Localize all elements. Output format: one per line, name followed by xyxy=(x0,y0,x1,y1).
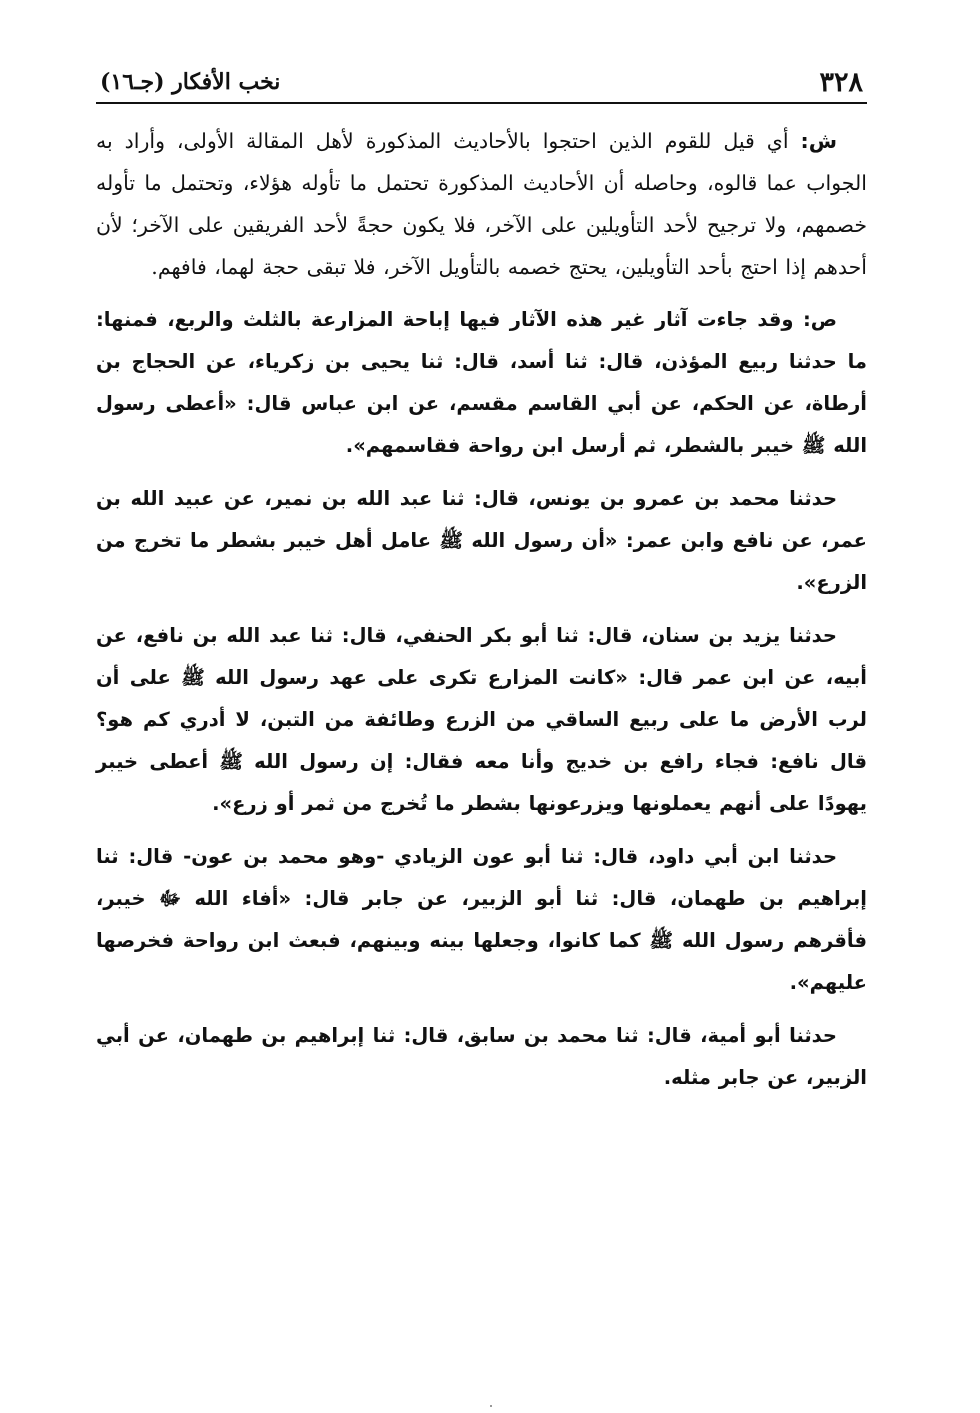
hadith-paragraph xyxy=(96,478,867,604)
paragraph-text: أي قيل للقوم الذين احتجوا بالأحاديث المذكورة لأهل المقالة الأولى، وأراد به الجواب عما قالوه، وحاصله أن الأحاديث المذكورة تحتمل ما تأوله هؤلاء، وتحتمل ما تأوله خصمهم، ولا ترجيح لأحد التأويلين على الآخر، فلا يكون حجةً لأحد الفريقين على الآخر؛ لأن أحدهم إذا احتج بأحد التأويلين، يحتج خصمه بالتأويل الآخر، فلا تبقى حجة لهما، فافهم. xyxy=(96,129,867,279)
page-header xyxy=(96,62,867,104)
hadith-paragraph xyxy=(96,836,867,1004)
scan-dot xyxy=(490,1405,492,1407)
commentary-paragraph xyxy=(96,120,867,288)
paragraph-text: حدثنا ابن أبي داود، قال: ثنا أبو عون الزيادي -وهو محمد بن عون- قال: ثنا إبراهيم بن طهمان، قال: ثنا أبو الزبير، عن جابر قال: «أفاء الله ﷻ خيبر، فأقرهم رسول الله ﷺ كما كانوا، وجعلها بينه وبينهم، فبعث ابن رواحة فخرصها عليهم». xyxy=(96,845,867,994)
paragraph-text: وقد جاءت آثار غير هذه الآثار فيها إباحة المزارعة بالثلث والربع، فمنها: ما حدثنا ربيع المؤذن، قال: ثنا أسد، قال: ثنا يحيى بن زكرياء، عن الحجاج بن أرطاة، عن الحكم، عن أبي القاسم مقسم، عن ابن عباس قال: «أعطى رسول الله ﷺ خيبر بالشطر، ثم أرسل ابن رواحة فقاسمهم». xyxy=(96,308,867,457)
commentary-marker: ش: xyxy=(800,129,837,153)
page-body xyxy=(96,120,867,1099)
hadith-paragraph xyxy=(96,1015,867,1099)
hadith-paragraph xyxy=(96,615,867,825)
page xyxy=(96,62,867,1373)
book-title: نخب الأفكار (جـ١٦) xyxy=(100,69,281,95)
paragraph-text: حدثنا محمد بن عمرو بن يونس، قال: ثنا عبد الله بن نمير، عن عبيد الله بن عمر، عن نافع وابن عمر: «أن رسول الله ﷺ عامل أهل خيبر بشطر ما تخرج من الزرع». xyxy=(96,487,867,594)
source-text-marker: ص: xyxy=(802,308,837,331)
paragraph-text: حدثنا يزيد بن سنان، قال: ثنا أبو بكر الحنفي، قال: ثنا عبد الله بن نافع، عن أبيه، عن ابن عمر قال: «كانت المزارع تكرى على عهد رسول الله ﷺ على أن لرب الأرض ما على ربيع الساقي من الزرع وطائفة من التبن، لا أدري كم هو؟ قال نافع: فجاء رافع بن خديج وأنا معه فقال: إن رسول الله ﷺ أعطى خيبر يهودًا على أنهم يعملونها ويزرعونها بشطر ما تُخرج من ثمر أو زرع». xyxy=(96,624,867,815)
source-text-paragraph xyxy=(96,299,867,467)
paragraph-text: حدثنا أبو أمية، قال: ثنا محمد بن سابق، قال: ثنا إبراهيم بن طهمان، عن أبي الزبير، عن جابر مثله. xyxy=(96,1024,867,1089)
page-number: ٣٢٨ xyxy=(819,66,863,98)
